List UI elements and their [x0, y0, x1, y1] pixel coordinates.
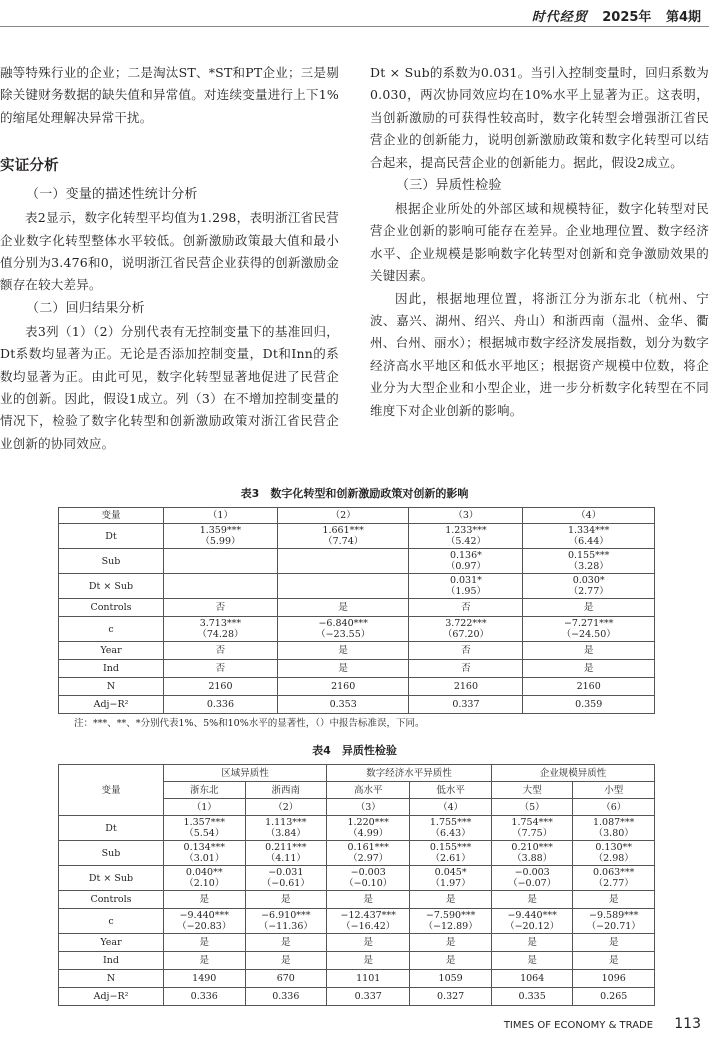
t-statistic: （3.84） — [265, 828, 306, 839]
table-cell — [491, 866, 573, 891]
table-cell: 是 — [523, 599, 655, 617]
column-header: （3） — [409, 508, 523, 524]
group-header: 企业规模异质性 — [491, 765, 654, 782]
coefficient: −9.440*** — [507, 910, 557, 921]
table-cell: 否 — [409, 599, 523, 617]
table-cell — [327, 816, 410, 841]
page-footer — [504, 1016, 701, 1032]
t-statistic: （5.42） — [445, 536, 486, 547]
column-header: 浙西南 — [245, 782, 327, 799]
coefficient: 0.136* — [449, 550, 482, 561]
column-header: 大型 — [491, 782, 573, 799]
table-cell — [409, 574, 523, 599]
table-cell — [164, 816, 246, 841]
table-cell — [409, 617, 523, 642]
table-cell: 是 — [277, 660, 409, 678]
table-cell: 是 — [410, 952, 492, 970]
table-cell: 是 — [277, 642, 409, 660]
table-cell: 0.359 — [523, 696, 655, 714]
table-cell: 1059 — [410, 970, 492, 988]
paragraph: 融等特殊行业的企业；二是淘汰ST、*ST和PT企业；三是剔除关键财务数据的缺失值和异常值。对连续变量进行上下1%的缩尾处理解决异常干扰。 — [0, 65, 339, 125]
table-cell: 1490 — [164, 970, 246, 988]
table-cell: 0.335 — [491, 988, 573, 1006]
t-statistic: （3.80） — [593, 828, 634, 839]
row-label: c — [59, 909, 164, 934]
t-statistic: （−0.10） — [344, 878, 393, 889]
table-cell — [573, 866, 655, 891]
table-cell — [277, 524, 409, 549]
paragraph: Dt × Sub的系数为0.031。当引入控制变量时，回归系数为0.030，两次协同效应均在10%水平上显著为正。这表明，当创新激励的可获得性较高时，数字化转型会增强浙江省民营企业的创新能力，说明创新激励政策和数字化转型可以结合起来，提高民营企业的创新能力。据此，假设2成立。 — [370, 65, 709, 170]
table-cell: 1064 — [491, 970, 573, 988]
table-cell — [164, 909, 246, 934]
t-statistic: （2.77） — [593, 878, 634, 889]
table-row — [59, 988, 655, 1006]
column-header: （4） — [523, 508, 655, 524]
table-cell: 是 — [491, 952, 573, 970]
coefficient: 0.040** — [185, 867, 223, 878]
table-cell: 否 — [164, 660, 278, 678]
journal-issue: 第4期 — [665, 10, 701, 25]
subsection-heading: （一）变量的描述性统计分析 — [26, 187, 198, 203]
table3 — [58, 507, 655, 714]
table-cell: 否 — [409, 660, 523, 678]
table-cell: 670 — [245, 970, 327, 988]
coefficient: 0.161*** — [347, 842, 389, 853]
coefficient: 1.087*** — [592, 817, 635, 828]
t-statistic: （6.43） — [430, 828, 471, 839]
table-row — [59, 642, 655, 660]
t-statistic: （3.88） — [512, 853, 553, 864]
coefficient: 0.063*** — [592, 867, 635, 878]
column-header: （2） — [245, 799, 327, 816]
table-cell: 否 — [164, 642, 278, 660]
journal-name: 时代经贸 — [531, 10, 588, 25]
page-number: 113 — [674, 1016, 701, 1032]
table-cell: 0.337 — [327, 988, 410, 1006]
row-label: Controls — [59, 891, 164, 909]
t-statistic: （−11.36） — [258, 921, 313, 932]
subsection-heading: （二）回归结果分析 — [26, 300, 145, 316]
coefficient: −0.003 — [514, 867, 550, 878]
column-header: （5） — [491, 799, 573, 816]
coefficient: 3.713*** — [199, 618, 242, 629]
journal-year: 2025年 — [602, 10, 652, 25]
table-cell: 否 — [164, 599, 278, 617]
table-cell: 是 — [491, 934, 573, 952]
coefficient: −6.840*** — [318, 618, 368, 629]
table-cell: 是 — [164, 891, 246, 909]
table-row — [59, 952, 655, 970]
table-header-row — [59, 765, 655, 782]
table4 — [58, 764, 655, 1006]
column-header: （2） — [277, 508, 409, 524]
row-label: Sub — [59, 549, 164, 574]
coefficient: −7.271*** — [563, 618, 614, 629]
table-cell — [523, 524, 655, 549]
table-cell: 1096 — [573, 970, 655, 988]
coefficient: −9.589*** — [589, 910, 639, 921]
row-label: Adj−R² — [59, 696, 164, 714]
table3-caption: 表3 数字化转型和创新激励政策对创新的影响 — [240, 487, 469, 500]
table-cell: 2160 — [164, 678, 278, 696]
t-statistic: （−12.89） — [423, 921, 478, 932]
table-row — [59, 841, 655, 866]
coefficient: −12.437*** — [340, 910, 396, 921]
table-cell: 是 — [573, 934, 655, 952]
coefficient: 1.334*** — [567, 525, 610, 536]
table-row — [59, 970, 655, 988]
table-cell: 是 — [327, 891, 410, 909]
t-statistic: （7.75） — [512, 828, 553, 839]
t-statistic: （67.20） — [442, 629, 490, 640]
t-statistic: （−20.71） — [586, 921, 641, 932]
table-cell: 2160 — [523, 678, 655, 696]
t-statistic: （−23.55） — [316, 629, 371, 640]
t-statistic: （3.01） — [184, 853, 225, 864]
page-header — [522, 6, 701, 25]
table-cell: 0.336 — [245, 988, 327, 1006]
table-cell: 是 — [327, 934, 410, 952]
table-cell — [327, 909, 410, 934]
column-header: 浙东北 — [164, 782, 246, 799]
t-statistic: （5.99） — [200, 536, 241, 547]
table-cell: 是 — [245, 934, 327, 952]
row-label: Ind — [59, 952, 164, 970]
table-cell — [523, 617, 655, 642]
coefficient: 0.210*** — [511, 842, 553, 853]
group-header: 区域异质性 — [164, 765, 327, 782]
table-cell: 是 — [410, 934, 492, 952]
table-cell — [327, 866, 410, 891]
table-cell — [410, 841, 492, 866]
column-header: （6） — [573, 799, 655, 816]
t-statistic: （3.28） — [568, 561, 609, 572]
table-cell — [523, 574, 655, 599]
coefficient: 0.155*** — [567, 550, 610, 561]
table-cell: 0.327 — [410, 988, 492, 1006]
t-statistic: （2.98） — [593, 853, 634, 864]
coefficient: 0.155*** — [429, 842, 472, 853]
row-label: Year — [59, 934, 164, 952]
table-cell — [164, 617, 278, 642]
coefficient: 1.233*** — [445, 525, 487, 536]
table-row — [59, 678, 655, 696]
column-header: （4） — [410, 799, 492, 816]
t-statistic: （−0.07） — [508, 878, 557, 889]
t-statistic: （−0.61） — [261, 878, 310, 889]
coefficient: −0.031 — [268, 867, 304, 878]
table-cell — [409, 549, 523, 574]
column-header: 变量 — [59, 508, 164, 524]
table-cell — [409, 524, 523, 549]
row-label: Controls — [59, 599, 164, 617]
right-column — [370, 62, 709, 422]
table-cell: 是 — [164, 952, 246, 970]
table-cell: 是 — [245, 891, 327, 909]
table-row — [59, 574, 655, 599]
coefficient: 0.045* — [434, 867, 467, 878]
coefficient: −9.440*** — [179, 910, 229, 921]
coefficient: 1.755*** — [429, 817, 472, 828]
row-label: Dt — [59, 524, 164, 549]
table-cell: 是 — [523, 660, 655, 678]
header-rule — [0, 26, 709, 27]
t-statistic: （−20.12） — [505, 921, 560, 932]
t-statistic: （2.61） — [430, 853, 471, 864]
table-cell — [277, 574, 409, 599]
row-label: Dt × Sub — [59, 866, 164, 891]
table-row — [59, 891, 655, 909]
table-row — [59, 934, 655, 952]
table-cell — [523, 549, 655, 574]
table-cell — [491, 909, 573, 934]
coefficient: 1.754*** — [511, 817, 553, 828]
table-header-row — [59, 508, 655, 524]
paragraph: 根据企业所处的外部区域和规模特征，数字化转型对民营企业创新的影响可能存在差异。企业地理位置、数字经济水平、企业规模是影响数字化转型对创新和竞争激励效果的关键因素。 — [370, 201, 709, 284]
table-cell — [573, 909, 655, 934]
t-statistic: （1.95） — [445, 586, 486, 597]
t-statistic: （4.11） — [265, 853, 306, 864]
subsection-heading: （三）异质性检验 — [396, 178, 502, 194]
table-cell — [164, 574, 278, 599]
table-cell: 是 — [491, 891, 573, 909]
t-statistic: （74.28） — [197, 629, 244, 640]
coefficient: 0.134*** — [183, 842, 225, 853]
coefficient: 3.722*** — [445, 618, 487, 629]
table-cell: 否 — [409, 642, 523, 660]
row-label: Dt — [59, 816, 164, 841]
t-statistic: （2.97） — [348, 853, 389, 864]
column-header: （3） — [327, 799, 410, 816]
table-cell: 是 — [245, 952, 327, 970]
section-heading: 实证分析 — [0, 158, 59, 175]
t-statistic: （0.97） — [445, 561, 486, 572]
table-cell — [245, 909, 327, 934]
table-cell: 2160 — [277, 678, 409, 696]
table-cell — [245, 866, 327, 891]
row-label: Sub — [59, 841, 164, 866]
table-cell: 是 — [573, 952, 655, 970]
table-cell: 2160 — [409, 678, 523, 696]
paragraph: 因此，根据地理位置，将浙江分为浙东北（杭州、宁波、嘉兴、湖州、绍兴、舟山）和浙西南（温州、金华、衢州、台州、丽水）；根据城市数字经济发展指数，划分为数字经济高水平地区和低水平地区；根据资产规模中位数，将企业分为大型企业和小型企业，进一步分析数字化转型在不同维度下对企业创新的影响。 — [370, 290, 709, 418]
column-header: 变量 — [59, 765, 164, 816]
table-cell — [410, 816, 492, 841]
table-cell — [327, 841, 410, 866]
table-cell: 是 — [573, 891, 655, 909]
t-statistic: （4.99） — [348, 828, 389, 839]
table-row — [59, 524, 655, 549]
row-label: c — [59, 617, 164, 642]
table-row — [59, 599, 655, 617]
coefficient: −0.003 — [350, 867, 386, 878]
t-statistic: （2.10） — [184, 878, 225, 889]
t-statistic: （−16.42） — [341, 921, 396, 932]
table-cell: 是 — [327, 952, 410, 970]
table-cell — [164, 866, 246, 891]
coefficient: 0.130** — [595, 842, 633, 853]
row-label: Year — [59, 642, 164, 660]
table-cell — [410, 909, 492, 934]
table-cell: 0.336 — [164, 696, 278, 714]
coefficient: 1.357*** — [183, 817, 225, 828]
table-cell: 1101 — [327, 970, 410, 988]
coefficient: 0.031* — [449, 575, 482, 586]
table-cell: 是 — [523, 642, 655, 660]
table-cell — [573, 841, 655, 866]
coefficient: 1.661*** — [322, 525, 364, 536]
table-cell: 0.353 — [277, 696, 409, 714]
table-cell: 0.265 — [573, 988, 655, 1006]
table-cell — [277, 617, 409, 642]
coefficient: −7.590*** — [425, 910, 476, 921]
t-statistic: （5.54） — [184, 828, 225, 839]
table-cell: 0.337 — [409, 696, 523, 714]
t-statistic: （1.97） — [430, 878, 471, 889]
row-label: Ind — [59, 660, 164, 678]
column-header: 低水平 — [410, 782, 492, 799]
footer-journal: TIMES OF ECONOMY & TRADE — [503, 1020, 654, 1031]
table4-caption: 表4 异质性检验 — [312, 744, 397, 757]
coefficient: 1.359*** — [199, 525, 242, 536]
t-statistic: （2.77） — [568, 586, 609, 597]
table-row — [59, 816, 655, 841]
t-statistic: （−24.50） — [561, 629, 616, 640]
table-row — [59, 660, 655, 678]
group-header: 数字经济水平异质性 — [327, 765, 492, 782]
coefficient: 0.030* — [572, 575, 605, 586]
table-cell — [491, 841, 573, 866]
coefficient: 0.211*** — [265, 842, 307, 853]
table-cell — [573, 816, 655, 841]
t-statistic: （−20.83） — [177, 921, 232, 932]
row-label: N — [59, 678, 164, 696]
column-header: （1） — [164, 508, 278, 524]
table-cell: 是 — [410, 891, 492, 909]
table-row — [59, 549, 655, 574]
table-row — [59, 866, 655, 891]
row-label: N — [59, 970, 164, 988]
t-statistic: （6.44） — [568, 536, 609, 547]
row-label: Dt × Sub — [59, 574, 164, 599]
coefficient: 1.113*** — [265, 817, 307, 828]
table-cell — [277, 549, 409, 574]
table-cell — [491, 816, 573, 841]
table-cell: 是 — [164, 934, 246, 952]
column-header: （1） — [164, 799, 246, 816]
table-row — [59, 909, 655, 934]
table-cell — [245, 816, 327, 841]
table-row — [59, 617, 655, 642]
coefficient: −6.910*** — [261, 910, 311, 921]
paragraph: 表3列（1）（2）分别代表有无控制变量下的基准回归，Dt系数均显著为正。无论是否添加控制变量，Dt和Inn的系数均显著为正。由此可见，数字化转型显著地促进了民营企业的创新。因此，假设1成立。列（3）在不增加控制变量的情况下，检验了数字化转型和创新激励政策对浙江省民营企业创新的协同效应。 — [0, 323, 339, 451]
table-cell: 是 — [277, 599, 409, 617]
table-cell — [164, 841, 246, 866]
row-label: Adj−R² — [59, 988, 164, 1006]
table-cell: 0.336 — [164, 988, 246, 1006]
column-header: 高水平 — [327, 782, 410, 799]
table-cell — [164, 549, 278, 574]
table-note: 注：***、**、*分别代表1%、5%和10%水平的显著性，（）中报告标准误，下同。 — [74, 718, 425, 729]
coefficient: 1.220*** — [347, 817, 389, 828]
table-cell — [164, 524, 278, 549]
table-cell — [410, 866, 492, 891]
table-row — [59, 696, 655, 714]
column-header: 小型 — [573, 782, 655, 799]
left-column — [0, 62, 339, 455]
table-cell — [245, 841, 327, 866]
t-statistic: （7.74） — [323, 536, 364, 547]
paragraph: 表2显示，数字化转型平均值为1.298，表明浙江省民营企业数字化转型整体水平较低。创新激励政策最大值和最小值分别为3.476和0，说明浙江省民营企业获得的创新激励金额存在较大差异。 — [0, 210, 339, 293]
